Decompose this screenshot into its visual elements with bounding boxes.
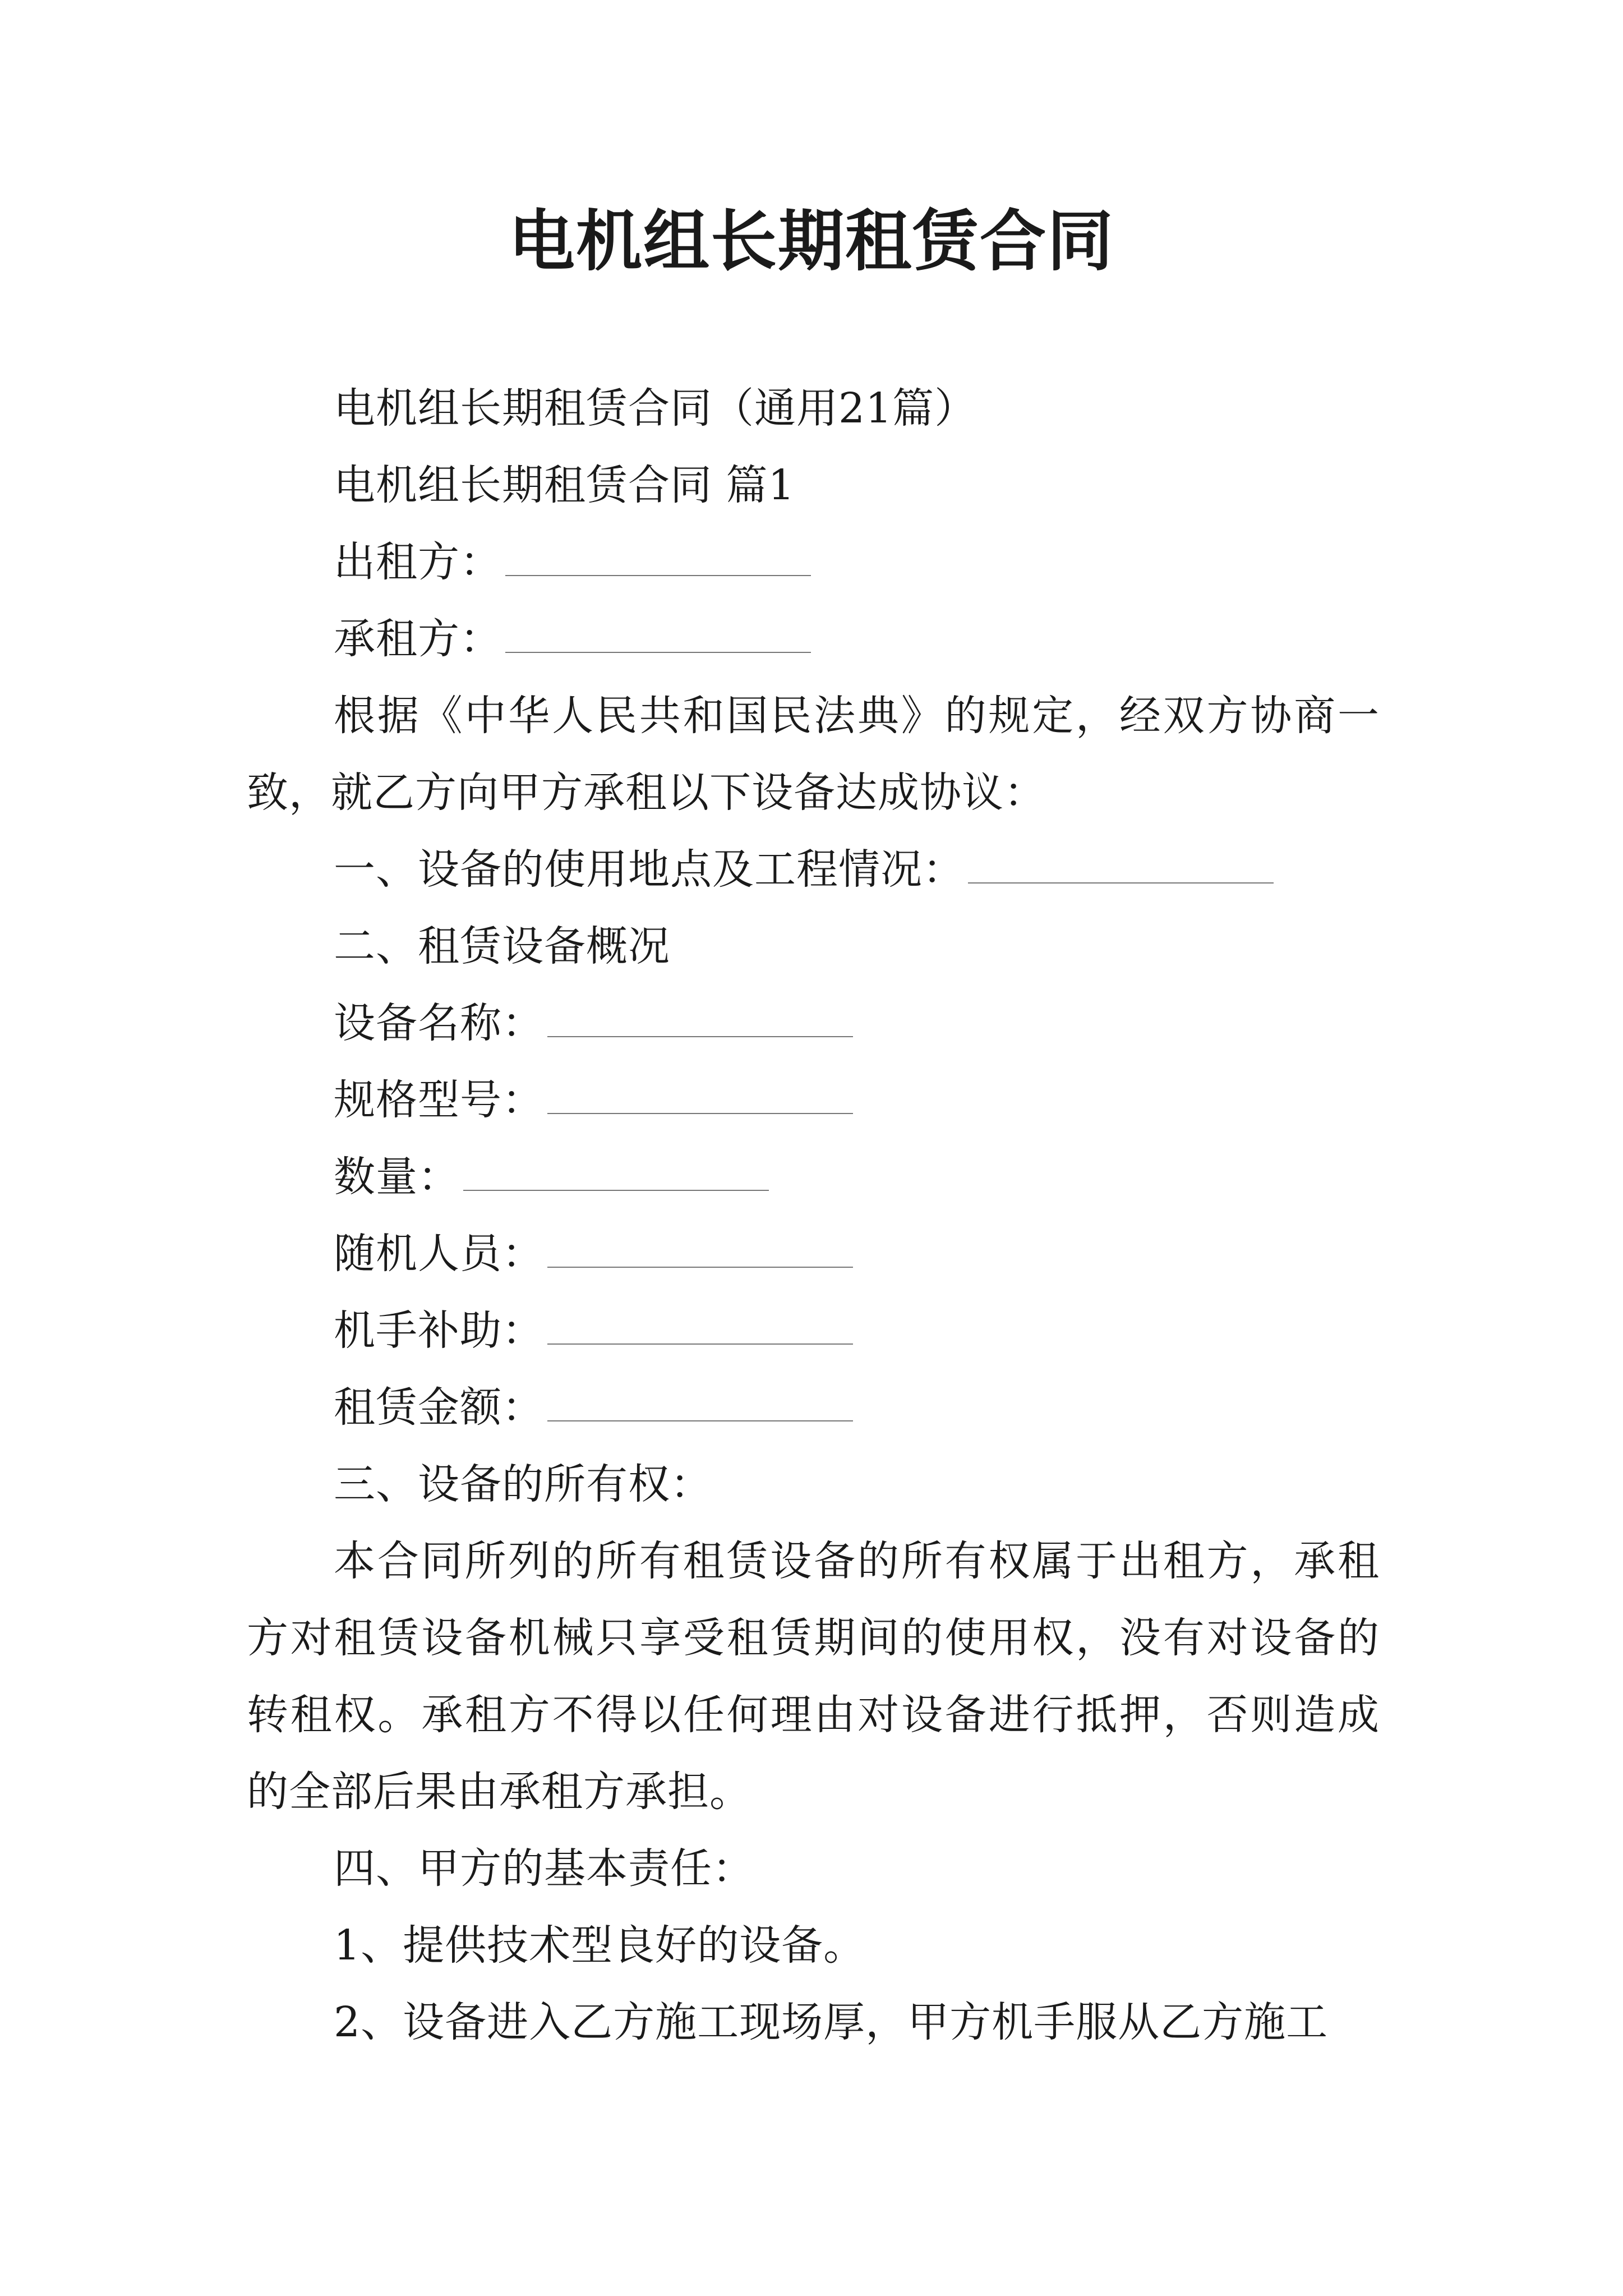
staff-blank [547,1233,853,1268]
chapter-line [247,447,1380,524]
model-blank [547,1079,853,1114]
amount-label: 租赁金额： [334,1383,544,1432]
subtitle-text: 电机组长期租赁合同（通用21篇） [334,384,977,432]
subtitle-line [247,370,1380,447]
equip-name-line [247,985,1380,1062]
quantity-line [247,1139,1380,1216]
chapter-text: 电机组长期租赁合同 篇1 [334,461,795,509]
item2-text: 2、设备进入乙方施工现场厚，甲方机手服从乙方施工 [334,1998,1329,2046]
quantity-blank [463,1156,769,1191]
intro-paragraph: 根据《中华人民共和国民法典》的规定，经双方协商一致，就乙方向甲方承租以下设备达成协议： [247,692,1380,817]
document-body [247,370,1380,2061]
lessor-line [247,524,1380,601]
section1-label: 一、设备的使用地点及工程情况： [334,845,965,894]
section3-paragraph: 本合同所列的所有租赁设备的所有权属于出租方，承租方对租赁设备机械只享受租赁期间的使用权，没有对设备的转租权。承租方不得以任何理由对设备进行抵押，否则造成的全部后果由承租方承担。 [247,1537,1380,1816]
lessee-line [247,601,1380,678]
model-line [247,1062,1380,1139]
section3-heading [247,1446,1380,1523]
item2-line [247,1984,1380,2061]
operator-subsidy-blank [547,1310,853,1345]
quantity-label: 数量： [334,1153,460,1201]
staff-line [247,1216,1380,1292]
section4-text: 四、甲方的基本责任： [334,1844,754,1893]
lessor-label: 出租方： [334,538,502,586]
document-title: 电机组长期租赁合同 [508,202,1114,280]
lessee-blank [505,618,811,653]
lessee-label: 承租方： [334,615,502,663]
section3-text: 三、设备的所有权： [334,1460,712,1508]
operator-subsidy-label: 机手补助： [334,1306,544,1355]
amount-line [247,1369,1380,1446]
staff-label: 随机人员： [334,1230,544,1278]
model-label: 规格型号： [334,1076,544,1124]
equip-name-label: 设备名称： [334,999,544,1047]
lessor-blank [505,541,811,576]
section4-heading [247,1830,1380,1907]
operator-subsidy-line [247,1292,1380,1369]
section2-text: 二、租赁设备概况 [334,922,670,970]
item1-line [247,1907,1380,1984]
section1-blank [968,849,1274,884]
amount-blank [547,1387,853,1421]
item1-text: 1、提供技术型良好的设备。 [334,1921,866,1970]
section1-line [247,831,1380,908]
equip-name-blank [547,1002,853,1037]
section2-heading [247,908,1380,985]
